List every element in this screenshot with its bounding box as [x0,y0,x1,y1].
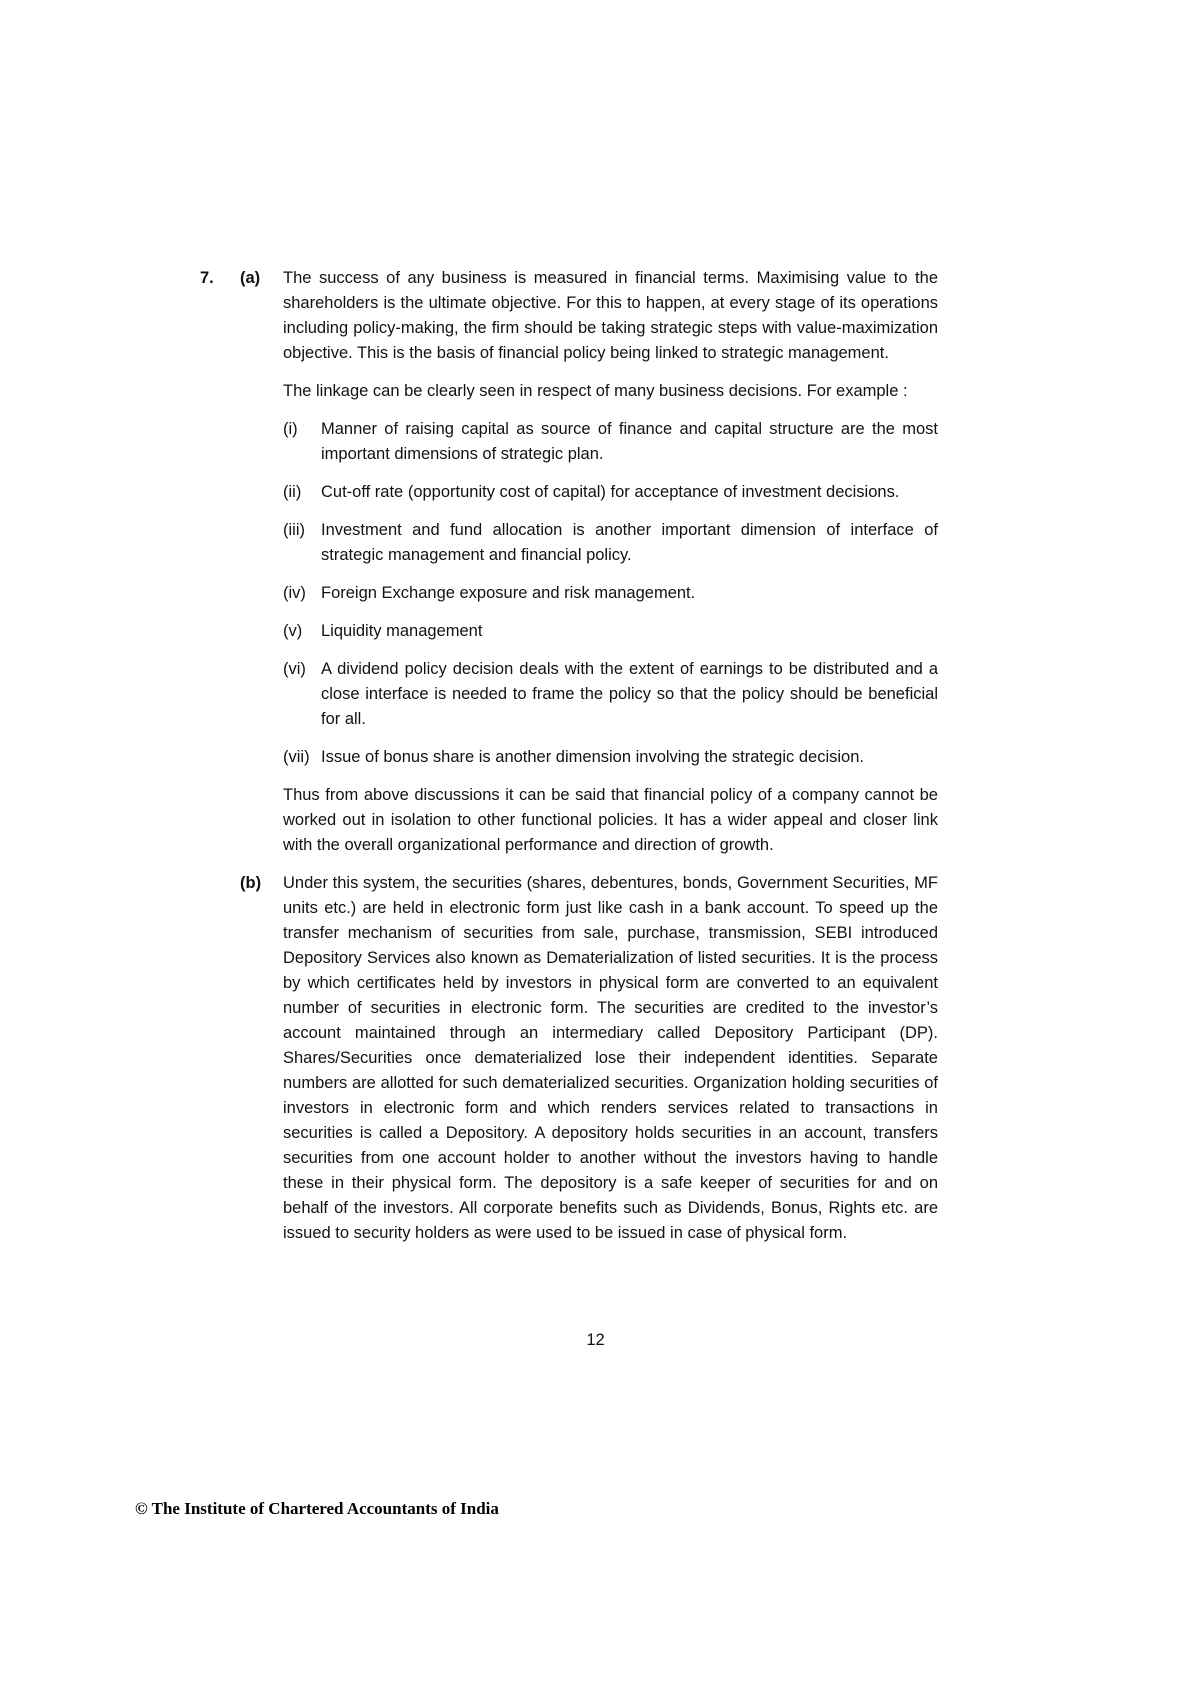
part-b-body [283,871,938,1246]
list-text: Issue of bonus share is another dimension involving the strategic decision. [321,748,864,766]
list-text: A dividend policy decision deals with the extent of earnings to be distributed and a close interface is needed to frame the policy so that the policy should be beneficial for all. [321,660,938,728]
question-number: 7. [200,269,214,287]
list-item [283,619,938,644]
list-marker: (vii) [283,748,310,766]
list-text: Investment and fund allocation is another important dimension of interface of strategic management and financial policy. [321,521,938,564]
list-item [283,417,938,467]
part-a-body [283,266,938,871]
question-7-part-b [200,871,938,1246]
list-marker: (iii) [283,521,305,539]
paragraph: Thus from above discussions it can be said that financial policy of a company cannot be worked out in isolation to other functional policies. It has a wider appeal and closer link with the overall organizational performance and direction of growth. [283,786,938,854]
list-marker: (i) [283,420,298,438]
answer-content [200,266,938,1246]
paragraph: The success of any business is measured in financial terms. Maximising value to the shareholders is the ultimate objective. For this to happen, at every stage of its operations including policy-making, the firm should be taking strategic steps with value-maximization objective. This is the basis of financial policy being linked to strategic management. [283,269,938,362]
list-item [283,657,938,732]
list-text: Manner of raising capital as source of finance and capital structure are the most important dimensions of strategic plan. [321,420,938,463]
list-item [283,480,938,505]
copyright-footer: © The Institute of Chartered Accountants of India [135,1499,499,1518]
paragraph: Under this system, the securities (shares, debentures, bonds, Government Securities, MF units etc.) are held in electronic form just like cash in a bank account. To speed up the transfer mechanism of securities from sale, purchase, transmission, SEBI introduced Depository Services also known as Dematerialization of listed securities. It is the process by which certificates held by investors in physical form are converted to an equivalent number of securities in electronic form. The securities are credited to the investor’s account maintained through an intermediary called Depository Participant (DP). Shares/Securities once dematerialized lose their independent identities. Separate numbers are allotted for such dematerialized securities. Organization holding securities of investors in electronic form and which renders services related to transactions in securities is called a Depository. A depository holds securities in an account, transfers securities from one account holder to another without the investors having to handle these in their physical form. The depository is a safe keeper of securities for and on behalf of the investors. All corporate benefits such as Dividends, Bonus, Rights etc. are issued to security holders as were used to be issued in case of physical form. [283,874,938,1242]
list-marker: (vi) [283,660,306,678]
list-text: Cut-off rate (opportunity cost of capital) for acceptance of investment decisions. [321,483,900,501]
list-marker: (iv) [283,584,306,602]
list-item [283,745,938,770]
list-text: Liquidity management [321,622,483,640]
page-number: 12 [586,1331,605,1349]
list-marker: (v) [283,622,303,640]
paragraph: The linkage can be clearly seen in respect of many business decisions. For example : [283,382,908,400]
list-item [283,581,938,606]
list-text: Foreign Exchange exposure and risk management. [321,584,696,602]
question-7-part-a [200,266,938,871]
part-a-label: (a) [240,269,261,287]
list-item [283,518,938,568]
list-marker: (ii) [283,483,302,501]
part-b-label: (b) [240,874,262,892]
